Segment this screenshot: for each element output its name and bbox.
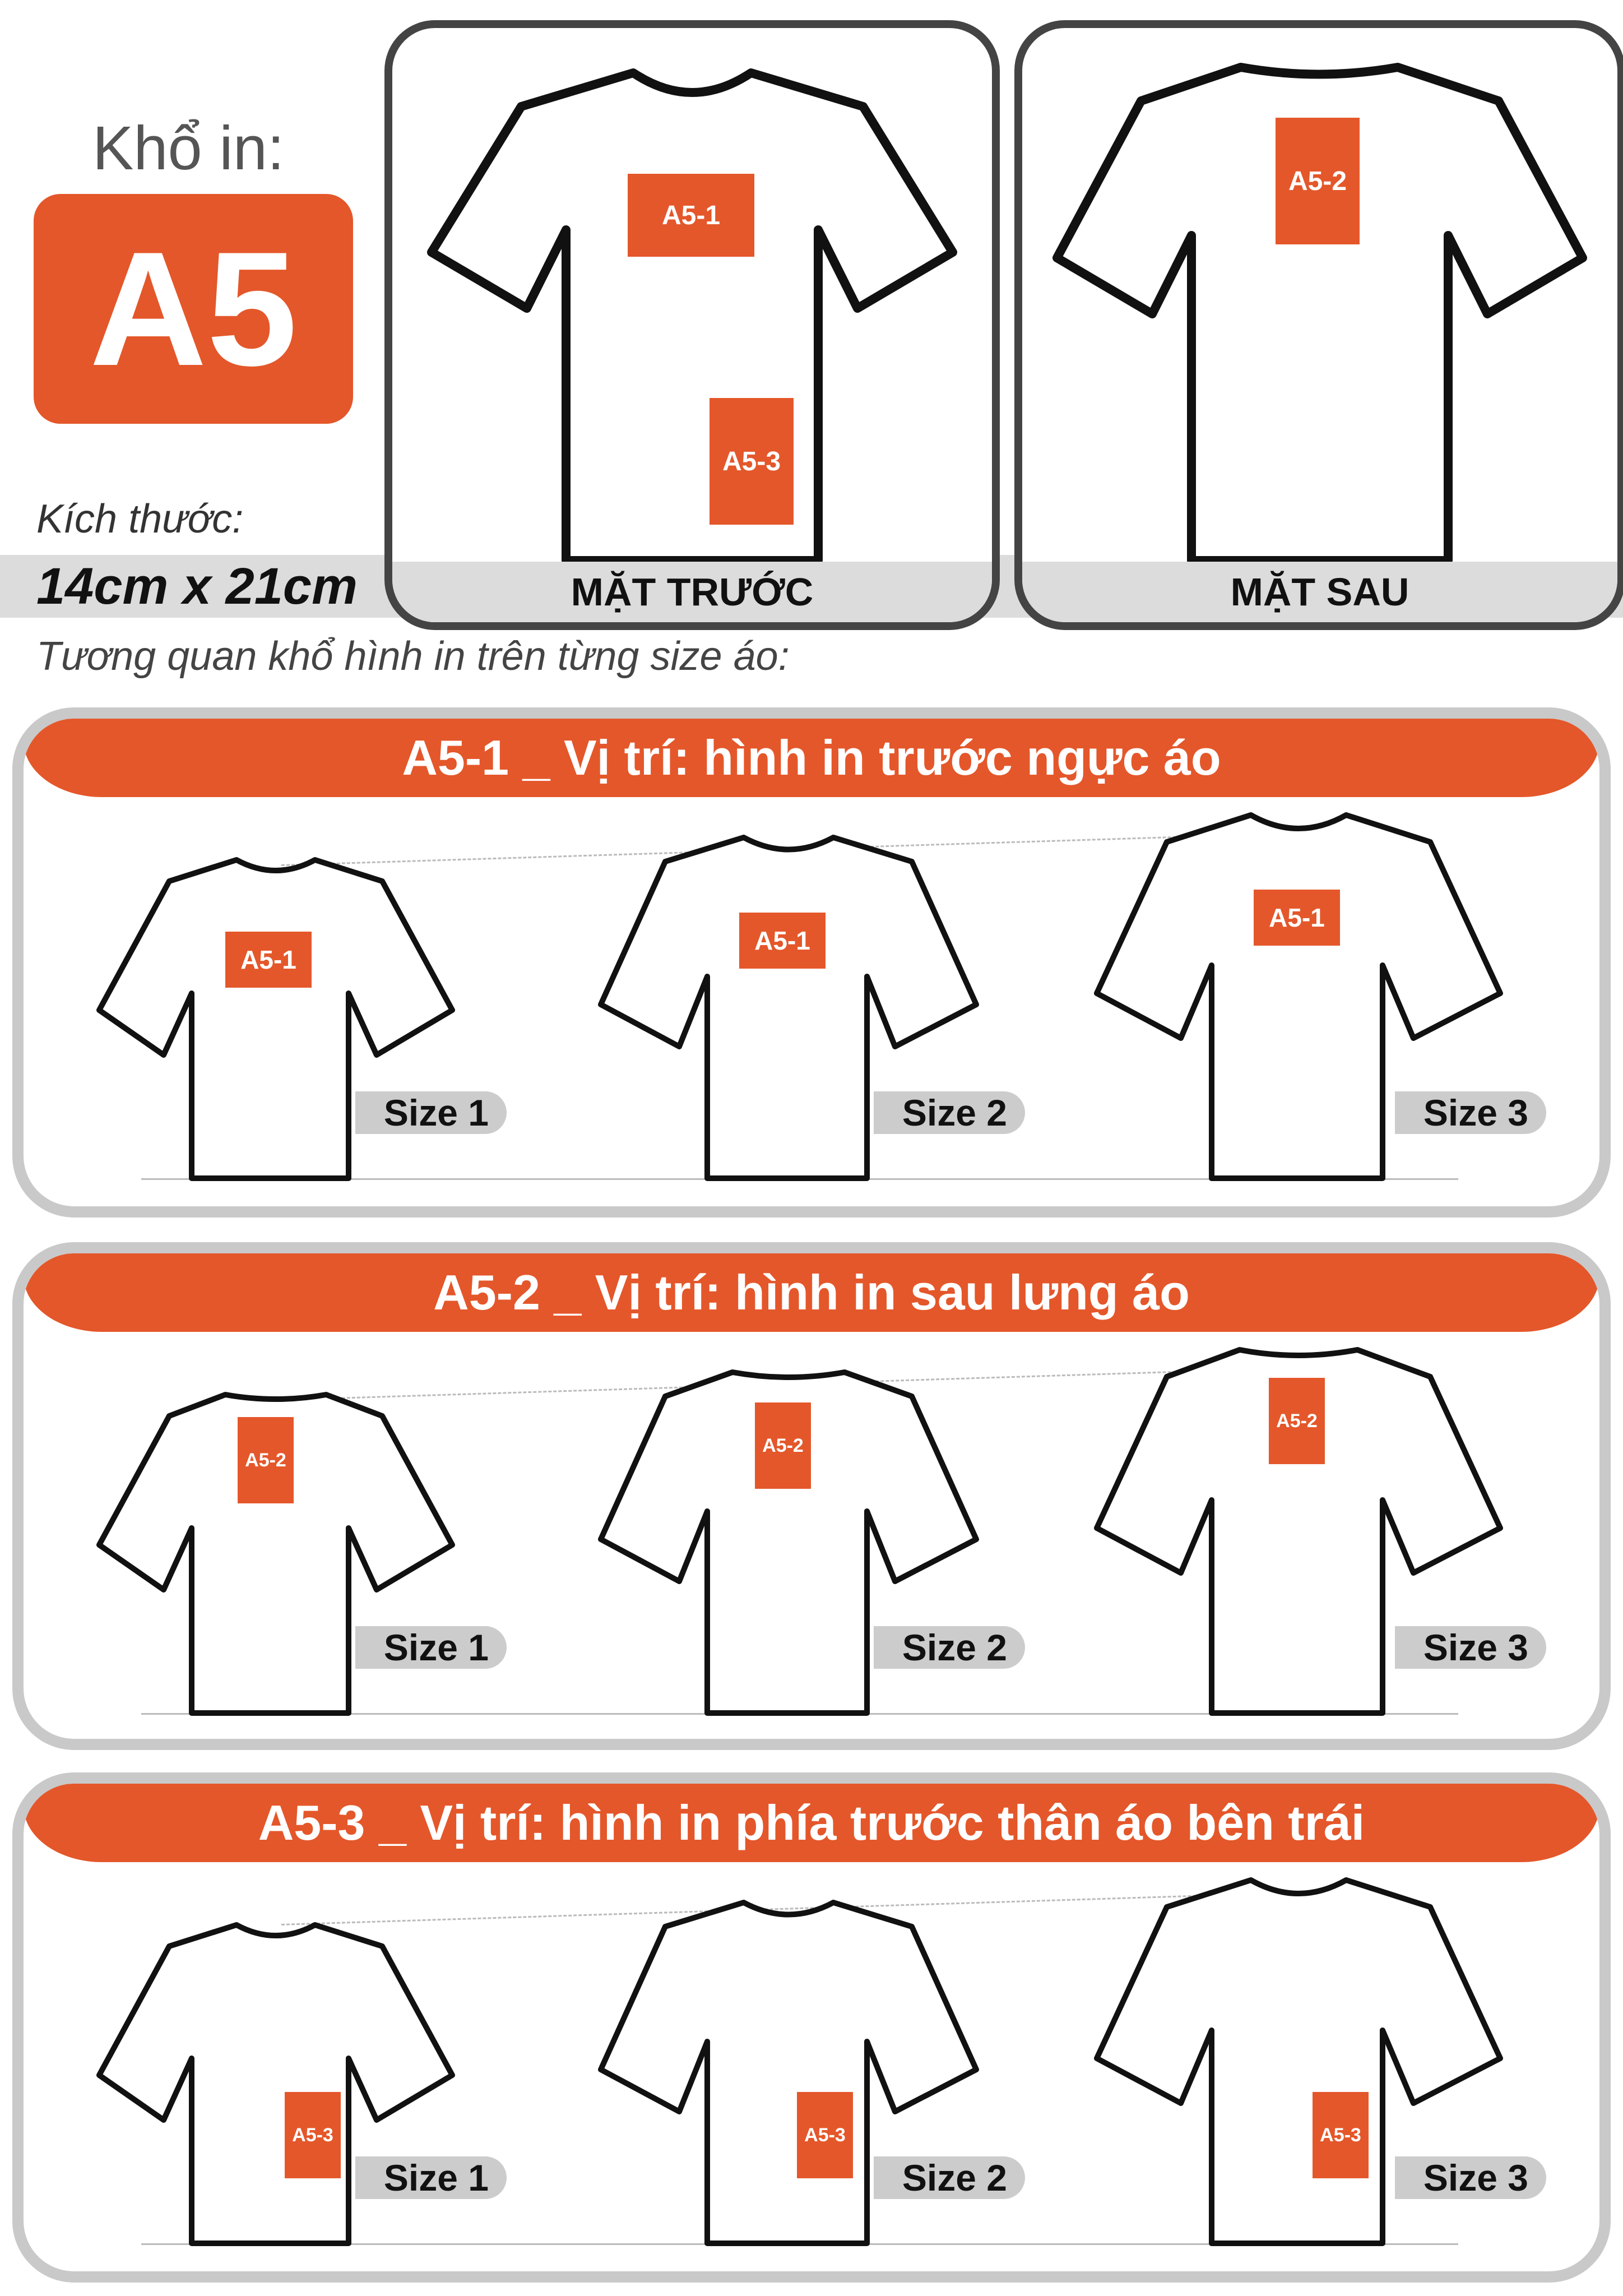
front-view-frame <box>384 20 1000 630</box>
print-area: A5-2 <box>1269 1378 1325 1464</box>
size-label: Size 1 <box>355 1626 507 1669</box>
print-area: A5-1 <box>739 913 826 969</box>
section-a5-2 <box>12 1242 1611 1750</box>
size-label: Size 2 <box>874 1626 1025 1669</box>
print-area: A5-3 <box>797 2092 853 2178</box>
print-area: A5-2 <box>755 1402 811 1489</box>
size-label: Size 2 <box>874 2156 1025 2199</box>
print-size-label: Khổ in: <box>92 114 285 183</box>
back-view-frame <box>1014 20 1623 630</box>
front-view-caption: MẶT TRƯỚC <box>571 570 814 614</box>
section-title: A5-2 _ Vị trí: hình in sau lưng áo <box>24 1253 1599 1332</box>
print-area-front-left: A5-3 <box>710 398 794 525</box>
tshirt-back-icon <box>1022 28 1617 622</box>
print-area: A5-1 <box>225 932 312 988</box>
section-a5-1 <box>12 707 1611 1218</box>
print-area-front-chest: A5-1 <box>628 174 754 257</box>
size-label: Size 3 <box>1395 1091 1546 1134</box>
print-area: A5-2 <box>238 1417 294 1503</box>
back-view-caption: MẶT SAU <box>1230 570 1409 614</box>
size-label: Size 1 <box>355 2156 507 2199</box>
tshirt-front-icon <box>392 28 992 622</box>
print-area: A5-3 <box>285 2092 341 2178</box>
dimension-value: 14cm x 21cm <box>36 558 358 615</box>
format-badge: A5 <box>34 194 353 424</box>
tshirt-size-2-icon <box>592 1896 985 2255</box>
size-label: Size 2 <box>874 1091 1025 1134</box>
section-a5-3 <box>12 1772 1611 2283</box>
print-area: A5-3 <box>1313 2092 1369 2178</box>
print-area-back: A5-2 <box>1276 118 1360 244</box>
dimension-label: Kích thước: <box>36 497 244 541</box>
size-label: Size 3 <box>1395 1626 1546 1669</box>
section-title: A5-3 _ Vị trí: hình in phía trước thân áo bên trái <box>24 1784 1599 1862</box>
intro-text: Tương quan khổ hình in trên từng size áo: <box>36 634 790 679</box>
section-title: A5-1 _ Vị trí: hình in trước ngực áo <box>24 719 1599 797</box>
tshirt-size-2-icon <box>592 831 985 1189</box>
size-label: Size 3 <box>1395 2156 1546 2199</box>
size-label: Size 1 <box>355 1091 507 1134</box>
tshirt-size-1-icon <box>91 1918 461 2255</box>
tshirt-size-1-icon <box>91 853 461 1189</box>
print-area: A5-1 <box>1254 890 1340 946</box>
